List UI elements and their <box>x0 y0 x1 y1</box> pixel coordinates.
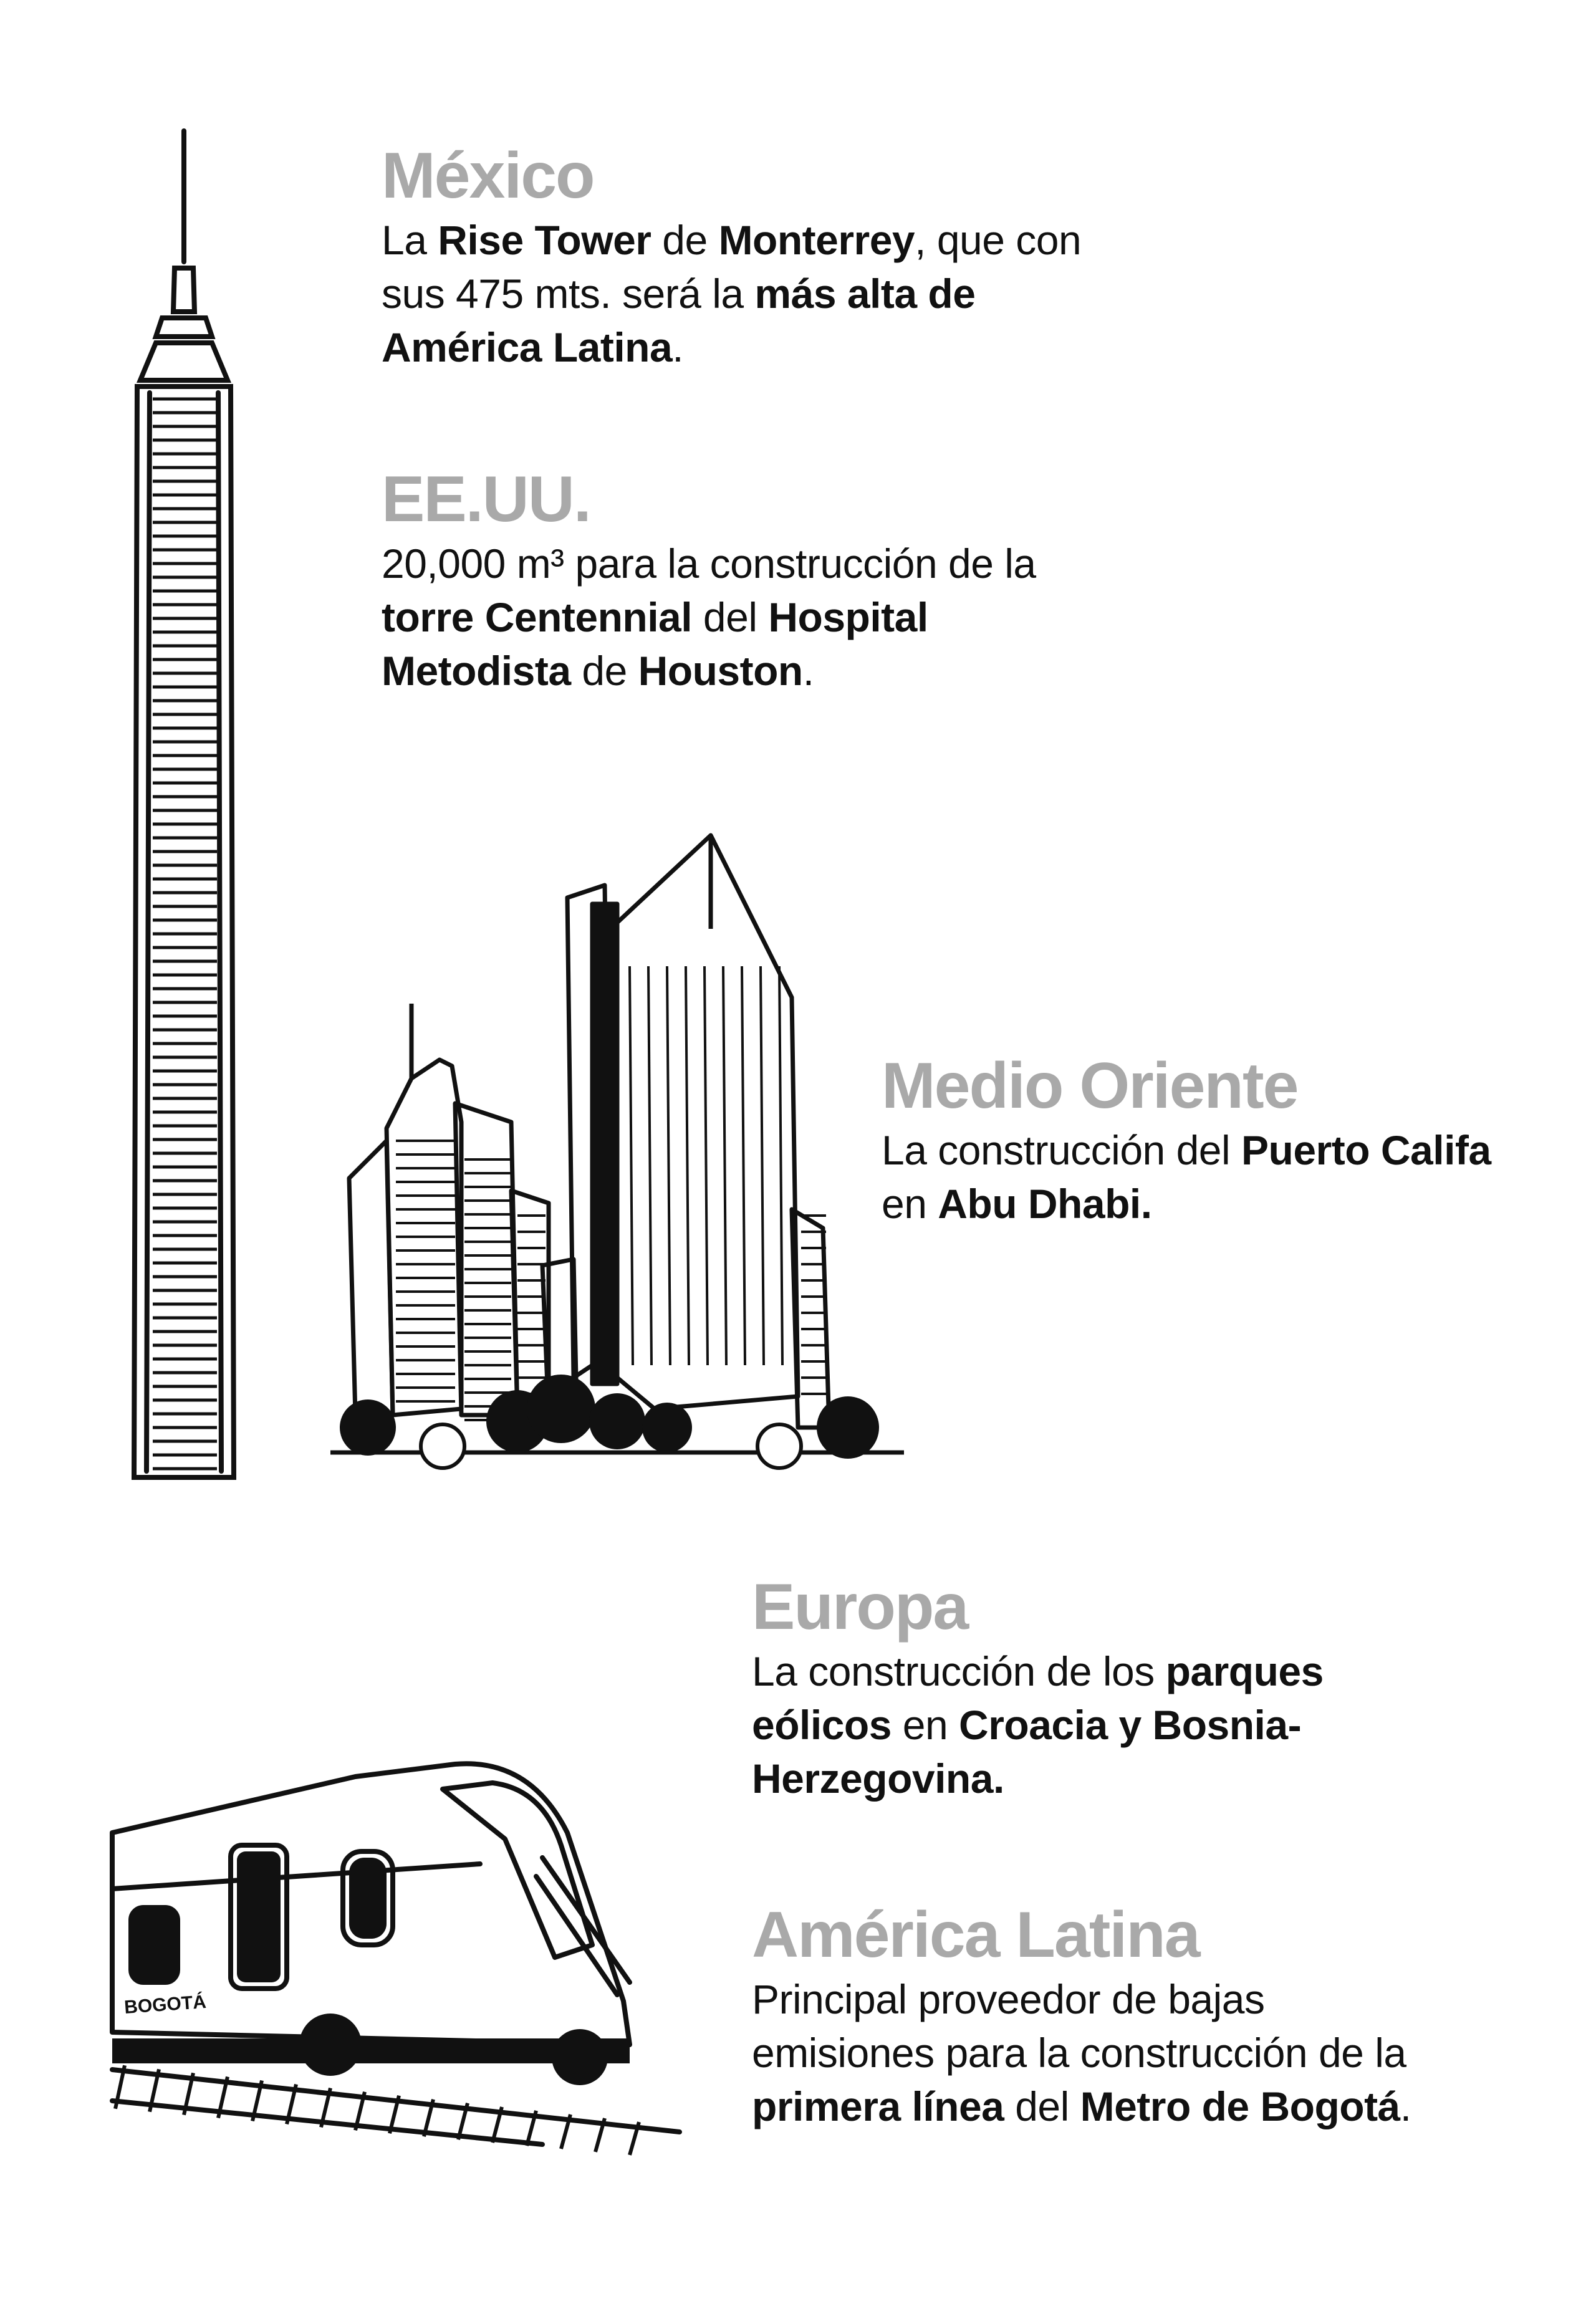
section-text: Principal proveedor de bajas emisiones para la construcción de la primera línea del Metro de Bogotá. <box>752 1976 1411 2129</box>
section-text: La construcción del Puerto Califa en Abu Dhabi. <box>882 1127 1491 1227</box>
section-mexico <box>382 141 1192 374</box>
section-usa <box>382 464 1192 698</box>
office-buildings-illustration <box>330 829 904 1490</box>
section-middle-east <box>882 1051 1567 1231</box>
section-text: La Rise Tower de Monterrey, que con sus 475 mts. será la más alta de América Latina. <box>382 217 1082 370</box>
section-europe <box>752 1572 1562 1805</box>
metro-train-illustration <box>106 1721 704 2144</box>
section-text: La construcción de los parques eólicos en Croacia y Bosnia-Herzegovina. <box>752 1648 1324 1802</box>
train-label: BOGOTÁ <box>123 1991 207 2018</box>
section-text: 20,000 m³ para la construcción de la torre Centennial del Hospital Metodista de Houston. <box>382 540 1036 694</box>
section-title: Europa <box>752 1571 968 1643</box>
section-latam <box>752 1900 1562 2133</box>
section-title: Medio Oriente <box>882 1050 1298 1122</box>
section-title: América Latina <box>752 1899 1199 1971</box>
section-title: EE.UU. <box>382 463 590 535</box>
skyscraper-illustration <box>118 125 262 1496</box>
section-title: México <box>382 140 594 212</box>
